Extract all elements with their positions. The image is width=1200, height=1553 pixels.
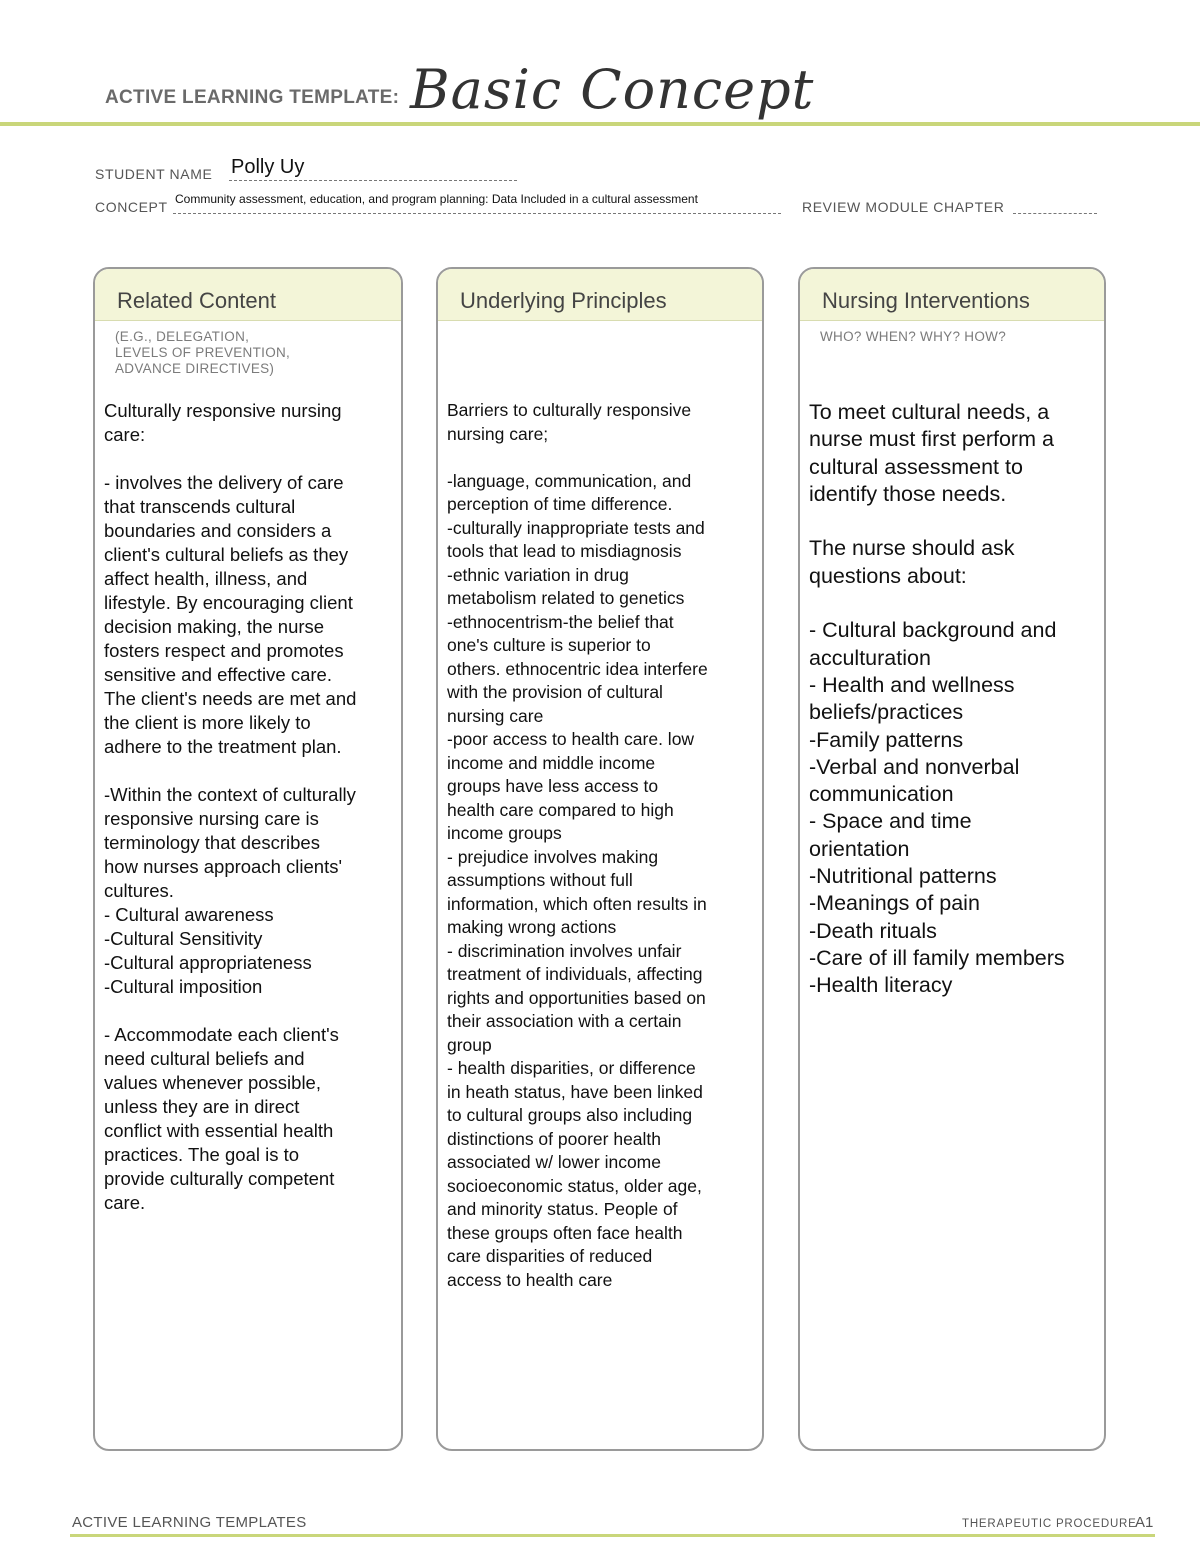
footer-divider <box>70 1534 1155 1537</box>
underlying-principles-body: Barriers to culturally responsive nursing care; -language, communication, and perception of time difference. -culturally inappropriate tests and tools that lead to misdiagnosis -ethnic variation in drug metabolism related to genetics -ethnocentrism-the belief that one's culture is superior to others. ethnocentric idea interfere with the provision of cultural nursing care -poor access to health care. low income and middle income groups have less access to health care compared to high income groups - prejudice involves making assumptions without full information, which often results in making wrong actions - discrimination involves unfair treatment of individuals, affecting rights and opportunities based on their association with a certain group - health disparities, or difference in heath status, have been linked to cultural groups also including distinctions of poorer health associated w/ lower income socioeconomic status, older age, and minority status. People of these groups often face health care disparities of reduced access to health care <box>447 400 708 1290</box>
page-header <box>0 0 1200 130</box>
concept-value: Community assessment, education, and program planning: Data Included in a cultural assessment <box>175 192 698 206</box>
nursing-interventions-body: To meet cultural needs, a nurse must first perform a cultural assessment to identify those needs. The nurse should ask questions about: - Cultural background and acculturation - Health and wellness beliefs/practices -Family patterns -Verbal and nonverbal communication - Space and time orientation -Nutritional patterns -Meanings of pain -Death rituals -Care of ill family members -Health literacy <box>809 400 1065 998</box>
footer-left-label: ACTIVE LEARNING TEMPLATES <box>72 1514 307 1531</box>
footer-page-code: A1 <box>1135 1514 1154 1531</box>
template-label: ACTIVE LEARNING TEMPLATE: <box>105 87 400 108</box>
student-name-line <box>229 180 517 181</box>
header-divider <box>0 122 1200 126</box>
review-module-line <box>1013 213 1097 214</box>
student-name-label: STUDENT NAME <box>95 166 213 182</box>
nursing-interventions-card <box>798 267 1106 1451</box>
nursing-interventions-subtitle: WHO? WHEN? WHY? HOW? <box>820 329 1007 344</box>
nursing-interventions-title: Nursing Interventions <box>800 269 1104 321</box>
footer-right-label: THERAPEUTIC PROCEDURE <box>962 1518 1137 1530</box>
underlying-principles-title: Underlying Principles <box>438 269 762 321</box>
related-content-card <box>93 267 403 1451</box>
related-content-body: Culturally responsive nursing care: - involves the delivery of care that transcends cultural boundaries and considers a client's cultural beliefs as they affect health, illness, and lifestyle. By encouraging client decision making, the nurse fosters respect and promotes sensitive and effective care. The client's needs are met and the client is more likely to adhere to the treatment plan. -Within the context of culturally responsive nursing care is terminology that describes how nurses approach clients' cultures. - Cultural awareness -Cultural Sensitivity -Cultural appropriateness -Cultural imposition - Accommodate each client's need cultural beliefs and values whenever possible, unless they are in direct conflict with essential health practices. The goal is to provide culturally competent care. <box>104 400 357 1213</box>
template-title: Basic Concept <box>410 58 815 121</box>
related-content-subtitle: (E.G., DELEGATION, LEVELS OF PREVENTION, ADVANCE DIRECTIVES) <box>115 329 291 376</box>
underlying-principles-card <box>436 267 764 1451</box>
concept-line <box>173 213 781 214</box>
concept-label: CONCEPT <box>95 199 168 215</box>
student-name-value: Polly Uy <box>231 156 305 178</box>
review-module-label: REVIEW MODULE CHAPTER <box>802 199 1005 215</box>
related-content-title: Related Content <box>95 269 401 321</box>
